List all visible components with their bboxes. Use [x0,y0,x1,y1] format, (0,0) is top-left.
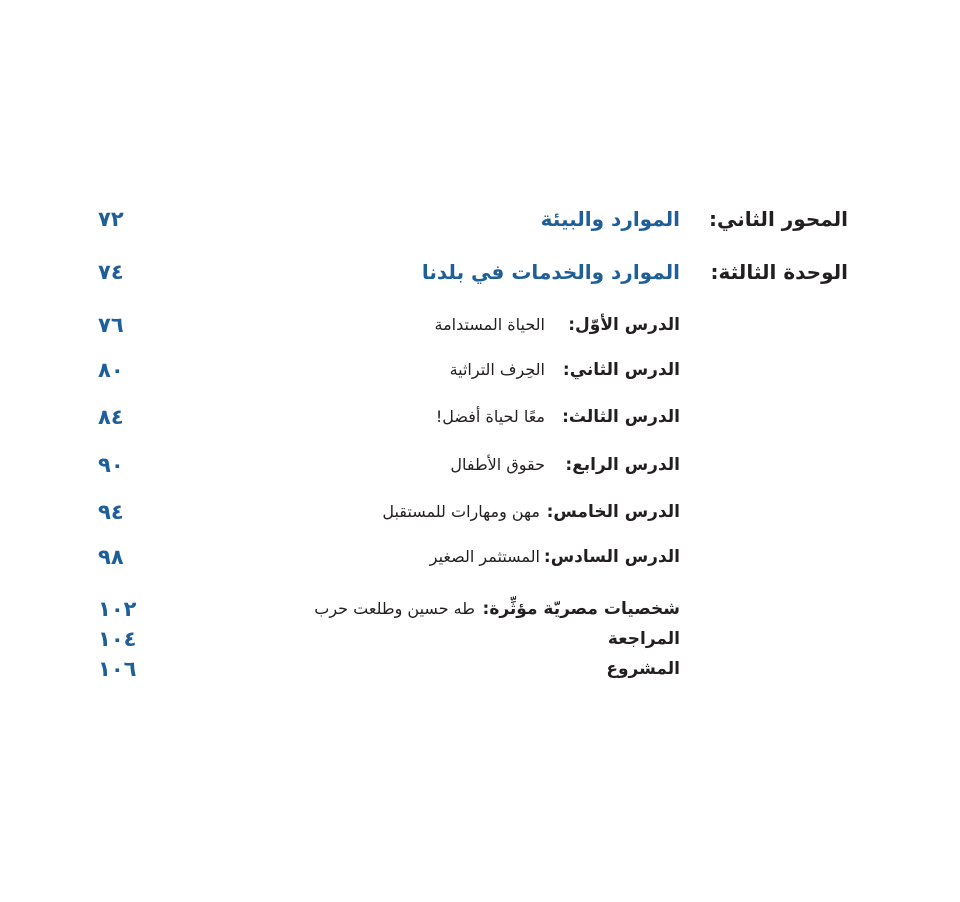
lesson-page-number: ٩٠ [98,453,124,477]
lesson-page-number: ٨٠ [98,358,124,382]
lesson-title: الحِرف التراثية [449,360,545,379]
toc-row-lesson [0,448,960,482]
toc-row-figures [0,592,960,626]
project-page-number: ١٠٦ [98,657,137,681]
unit-title: الموارد والخدمات في بلدنا [421,260,680,284]
review-label: المراجعة [607,629,680,649]
toc-row-lesson [0,308,960,342]
unit-label: الوحدة الثالثة: [710,260,848,284]
lesson-label: الدرس الأوّل: [568,315,680,335]
lesson-title: حقوق الأطفال [450,455,545,474]
lesson-label: الدرس السادس: [543,547,680,567]
toc-row-lesson [0,495,960,529]
lesson-page-number: ٧٦ [98,313,124,337]
review-page-number: ١٠٤ [98,627,137,651]
toc-row-axis [0,202,960,236]
lesson-label: الدرس الخامس: [546,502,680,522]
axis-page-number: ٧٢ [98,207,124,231]
figures-title: طه حسين وطلعت حرب [314,599,475,618]
lesson-title: المستثمر الصغير [429,547,540,566]
figures-page-number: ١٠٢ [98,597,137,621]
toc-row-lesson [0,400,960,434]
lesson-label: الدرس الثاني: [562,360,680,380]
axis-title: الموارد والبيئة [540,207,680,231]
lesson-label: الدرس الثالث: [562,407,680,427]
figures-label: شخصيات مصريّة مؤثِّرة: [482,599,680,619]
toc-row-unit [0,255,960,289]
lesson-page-number: ٩٤ [98,500,124,524]
lesson-page-number: ٩٨ [98,545,124,569]
lesson-label: الدرس الرابع: [565,455,680,475]
axis-label: المحور الثاني: [709,207,848,231]
toc-row-lesson [0,353,960,387]
toc-row-project [0,652,960,686]
lesson-page-number: ٨٤ [98,405,124,429]
lesson-title: الحياة المستدامة [434,315,545,334]
lesson-title: مهن ومهارات للمستقبل [382,502,540,521]
toc-row-lesson [0,540,960,574]
unit-page-number: ٧٤ [98,260,124,284]
project-label: المشروع [606,659,680,679]
lesson-title: معًا لحياة أفضل! [435,407,545,426]
toc-row-review [0,622,960,656]
